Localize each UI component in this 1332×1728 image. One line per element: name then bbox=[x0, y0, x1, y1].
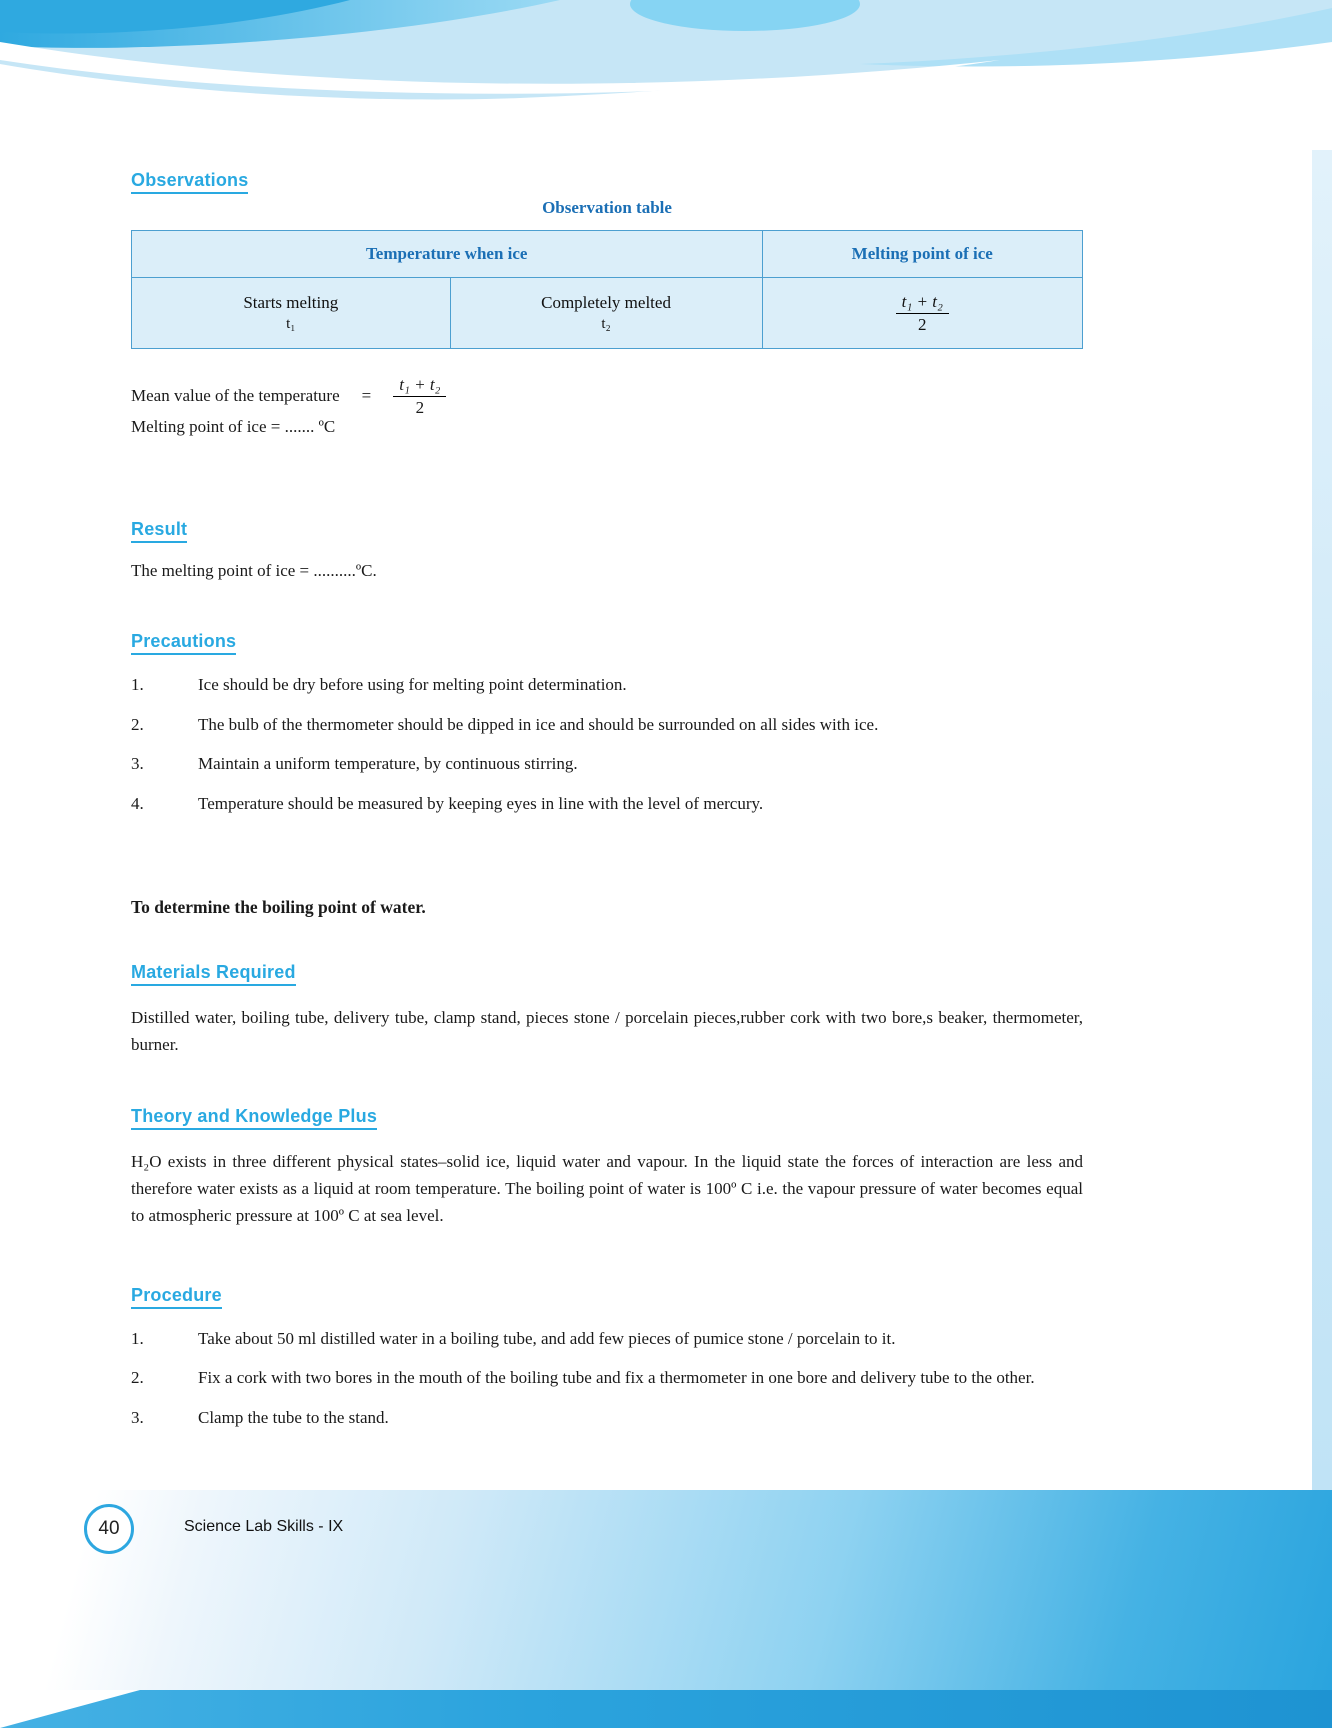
observation-table-title: Observation table bbox=[542, 198, 672, 217]
melting-point-blank-line: Melting point of ice = ....... ºC bbox=[131, 417, 336, 436]
aim-statement: To determine the boiling point of water. bbox=[131, 896, 426, 917]
observations-heading: Observations bbox=[131, 170, 248, 194]
table-header-melting-point: Melting point of ice bbox=[762, 231, 1083, 278]
footer-strip bbox=[0, 1690, 1332, 1728]
procedure-heading: Procedure bbox=[131, 1285, 222, 1309]
page-content bbox=[131, 170, 1083, 1445]
table-cell-starts-melting: Starts melting t₁ bbox=[132, 278, 451, 349]
observation-table bbox=[131, 230, 1083, 349]
footer-band bbox=[0, 1490, 1332, 1690]
precautions-list bbox=[131, 673, 1083, 817]
list-item: 2. Fix a cork with two bores in the mouth of the boiling tube and fix a thermometer in one bore and delivery tube to the other. bbox=[131, 1368, 1035, 1388]
fraction-mean: $\frac{\text{t₁ + t₂}}{2}$ bbox=[896, 291, 949, 336]
table-header-temperature: Temperature when ice bbox=[132, 231, 763, 278]
theory-paragraph: H₂O exists in three different physical states–solid ice, liquid water and vapour. In the liquid state the forces of interaction are less and therefore water exists as a liquid at room temperature. The boiling point of water is 100º C i.e. the vapour pressure of water becomes equal to atmospheric pressure at 100º C at sea level. bbox=[131, 1151, 1083, 1225]
header-wave-graphic bbox=[0, 0, 1332, 150]
page-number: 40 bbox=[98, 1518, 120, 1539]
page-number-badge bbox=[84, 1504, 134, 1554]
equals-sign: = bbox=[361, 386, 372, 405]
right-edge-strip bbox=[1312, 150, 1332, 1490]
footer-corner-cut bbox=[0, 1690, 140, 1728]
list-item: 1. Take about 50 ml distilled water in a boiling tube, and add few pieces of pumice stone / porcelain to it. bbox=[131, 1328, 896, 1348]
result-text: The melting point of ice = ..........ºC. bbox=[131, 561, 377, 580]
list-item: 3. Maintain a uniform temperature, by continuous stirring. bbox=[131, 754, 578, 774]
procedure-list bbox=[131, 1327, 1083, 1431]
table-cell-completely-melted: Completely melted t₂ bbox=[450, 278, 762, 349]
mean-value-label: Mean value of the temperature bbox=[131, 386, 340, 405]
page-footer bbox=[0, 1490, 1332, 1728]
mean-value-line bbox=[131, 374, 1083, 417]
book-title: Science Lab Skills - IX bbox=[184, 1518, 344, 1535]
table-cell-mean-fraction bbox=[762, 278, 1083, 349]
precautions-heading: Precautions bbox=[131, 631, 236, 655]
list-item: 1. Ice should be dry before using for melting point determination. bbox=[131, 675, 627, 694]
fraction-mean-inline: $\frac{\text{t₁ + t₂}}{2}$ bbox=[393, 374, 446, 419]
theory-heading: Theory and Knowledge Plus bbox=[131, 1106, 377, 1130]
materials-paragraph: Distilled water, boiling tube, delivery tube, clamp stand, pieces stone / porcelain pieces,rubber cork with two bore,s beaker, thermometer, burner. bbox=[131, 1007, 1083, 1054]
list-item: 3. Clamp the tube to the stand. bbox=[131, 1407, 389, 1427]
list-item: 2. The bulb of the thermometer should be dipped in ice and should be surrounded on all sides with ice. bbox=[131, 714, 879, 734]
result-heading: Result bbox=[131, 519, 187, 543]
materials-required-heading: Materials Required bbox=[131, 962, 296, 986]
list-item: 4. Temperature should be measured by keeping eyes in line with the level of mercury. bbox=[131, 793, 764, 813]
